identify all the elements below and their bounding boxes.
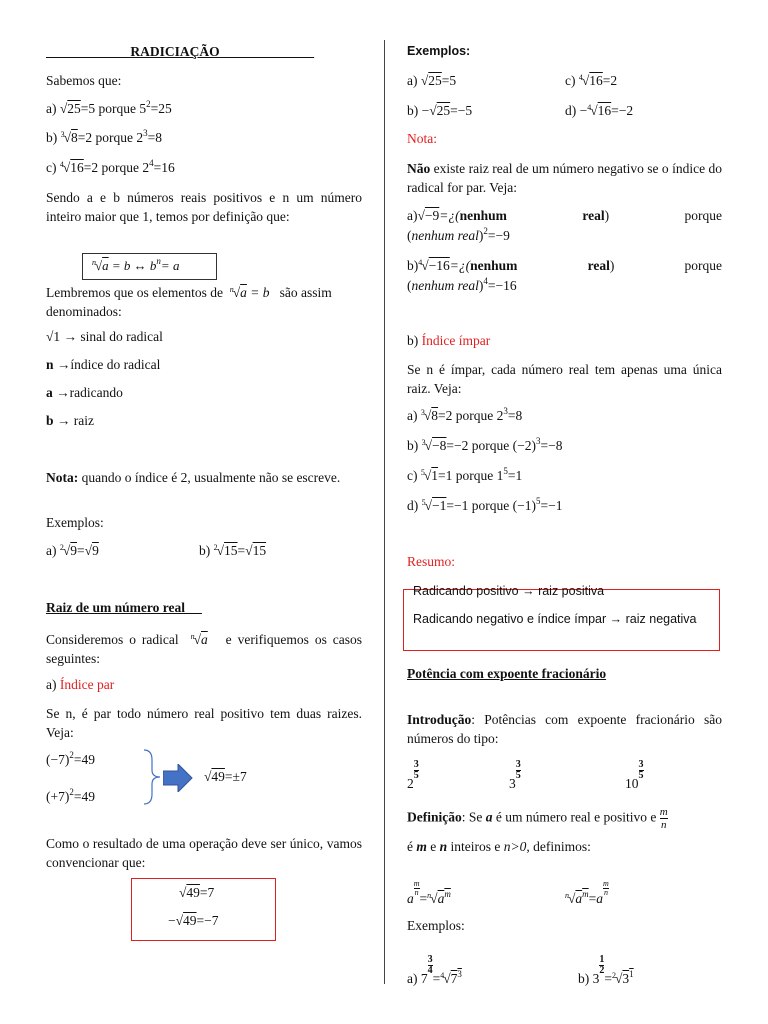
right-brace [142, 748, 164, 806]
right-example-d: d) −$^4$√16=−2 [565, 103, 634, 118]
odd-example-c: c) $^5$√1=1 porque $1^5=1$ [407, 466, 523, 483]
odd-example-d: d) $^5$√−1=−1 porque $(-1)^5=-1$ [407, 496, 563, 513]
definition-formula-left: a $\frac{m}{n}$ $=^n√a^m$ [407, 879, 451, 906]
convention-paragraph: Como o resultado de uma operação deve ser único, vamos convencionar que: [46, 836, 362, 870]
case-b-heading: b) Índice ímpar [407, 333, 491, 348]
resumo-line-2: Radicando negativo e índice ímpar → raiz negativa [413, 612, 697, 626]
negative-example-b: b)$^4$√−16=¿(nenhum real) porque (nenhum real)$^4$=−16 [407, 258, 722, 293]
section2-paragraph: Consideremos o radical $^n$√a e verifiquemos os casos seguintes: [46, 632, 363, 666]
section-title-fractional-power: Potência com expoente fracionário [407, 666, 607, 681]
section-title-real-root: Raiz de um número real [46, 600, 185, 615]
case-a-paragraph: Se n, é par todo número real positivo tem duas raizes. Veja: [46, 706, 362, 740]
intro-example-c: c) $^4$√16=2 porque $2^4=16$ [46, 158, 175, 175]
definition-paragraph: Sendo a e b números reais positivos e n um número inteiro maior que 1, temos por definição que: [46, 190, 362, 224]
names-paragraph: Lembremos que os elementos de $^n$√a = b são assim denominados: [46, 285, 332, 319]
intro-example-a: a) √25=5 porque $5^2=25$ [46, 99, 172, 116]
examples-label: Exemplos: [46, 515, 104, 530]
odd-example-b: b) $^3$√−8=−2 porque $(-2)^3=-8$ [407, 436, 563, 453]
definition-formula: $^n$√a = b ↔ $b^n= a$ [92, 256, 180, 273]
case-a-heading: a) Índice par [46, 677, 115, 692]
right-column [407, 0, 722, 1024]
fractional-example-3: 10 $\frac{3}{5}$ [625, 759, 644, 791]
intro-paragraph: Introdução: Potências com expoente fracionário são números do tipo: [407, 712, 722, 746]
note-paragraph: Nota: quando o índice é 2, usualmente não se escreve. [46, 470, 341, 485]
power-pos7: $(+7)^2=49$ [46, 787, 95, 804]
convention-eq-2: −√49=−7 [168, 913, 219, 928]
definition-line-2: é m e n inteiros e n>0, definimos: [407, 839, 591, 854]
resumo-line-1: Radicando positivo → raiz positiva [413, 584, 605, 598]
fractional-power-example-b: b) 3 $\frac{1}{2}$ $=^2√3^1$ [578, 954, 634, 986]
right-example-b: b) −√25=−5 [407, 103, 473, 118]
definition-line-1: Definição: Se a é um número real e positivo e $\frac{m}{n}$ [407, 806, 668, 831]
fractional-power-example-a: a) 7 $\frac{3}{4}$ $=^4√7^3$ [407, 954, 462, 986]
note-example-a: a) $^2$√9=√9 [46, 543, 99, 558]
page-title: RADICIAÇÃO [130, 44, 220, 59]
case-b-paragraph: Se n é ímpar, cada número real tem apenas uma única raiz. Veja: [407, 362, 722, 396]
sqrt49-result: √49=±7 [204, 769, 247, 784]
column-divider [384, 40, 385, 984]
right-arrow-icon [163, 764, 193, 792]
nota-label: Nota: [407, 131, 437, 146]
right-examples-label: Exemplos: [407, 44, 471, 58]
fractional-example-1: 2 $\frac{3}{5}$ [407, 759, 419, 791]
intro-example-b: b) $^3$√8=2 porque $2^3=8$ [46, 128, 163, 145]
right-example-a: a) √25=5 [407, 73, 457, 88]
negative-example-a: a)√−9=¿(nenhum real) porque (nenhum real)$^2$=−9 [407, 208, 722, 243]
intro-text: Sabemos que: [46, 73, 122, 88]
resumo-label: Resumo: [407, 554, 456, 569]
note-example-b: b) $^2$√15=√15 [199, 543, 267, 558]
right-example-c: c) $^4$√16=2 [565, 73, 618, 88]
examples2-label: Exemplos: [407, 918, 465, 933]
odd-example-a: a) $^3$√8=2 porque $2^3=8$ [407, 406, 523, 423]
name-radicand: a →radicando [46, 385, 123, 400]
left-column [46, 0, 362, 1024]
nota-paragraph: Não existe raiz real de um número negativo se o índice do radical for par. Veja: [407, 161, 722, 195]
fractional-example-2: 3 $\frac{3}{5}$ [509, 759, 521, 791]
name-radical-sign: √1 → sinal do radical [46, 329, 163, 344]
power-neg7: $(-7)^2=49$ [46, 750, 95, 767]
name-index: n →índice do radical [46, 357, 161, 372]
definition-formula-right: $^n√a^m=a$ $\frac{m}{n}$ [565, 879, 609, 906]
name-root: b → raiz [46, 413, 94, 428]
convention-eq-1: √49=7 [179, 885, 215, 900]
